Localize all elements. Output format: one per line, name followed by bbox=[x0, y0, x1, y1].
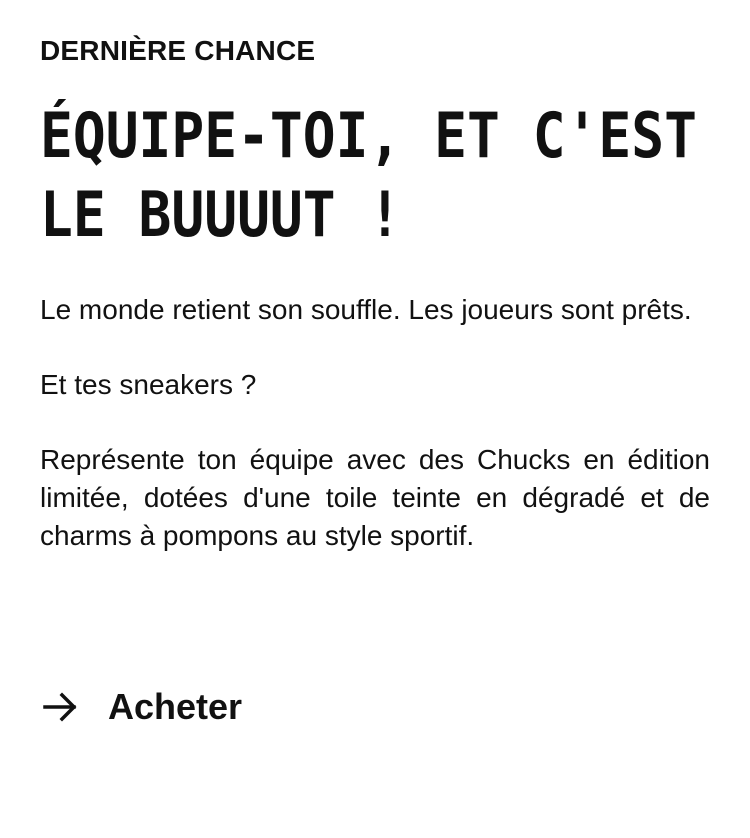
arrow-right-icon bbox=[40, 687, 80, 727]
promo-body bbox=[40, 291, 710, 592]
body-paragraph-2: Et tes sneakers ? bbox=[40, 369, 257, 400]
promo-headline bbox=[40, 96, 697, 254]
headline-line-2: LE BUUUUT ! bbox=[40, 178, 402, 251]
eyebrow-label: DERNIÈRE CHANCE bbox=[40, 35, 316, 66]
body-paragraph-3: Représente ton équipe avec des Chucks en édition limitée, dotées d'une toile teinte en dégradé et de charms à pompons au style sportif. bbox=[40, 444, 710, 551]
shop-link-label: Acheter bbox=[108, 686, 243, 727]
body-paragraph-1: Le monde retient son souffle. Les joueurs sont prêts. bbox=[40, 294, 692, 325]
headline-line-1: ÉQUIPE-TOI, ET C'EST bbox=[40, 99, 697, 172]
shop-link[interactable] bbox=[40, 684, 242, 730]
